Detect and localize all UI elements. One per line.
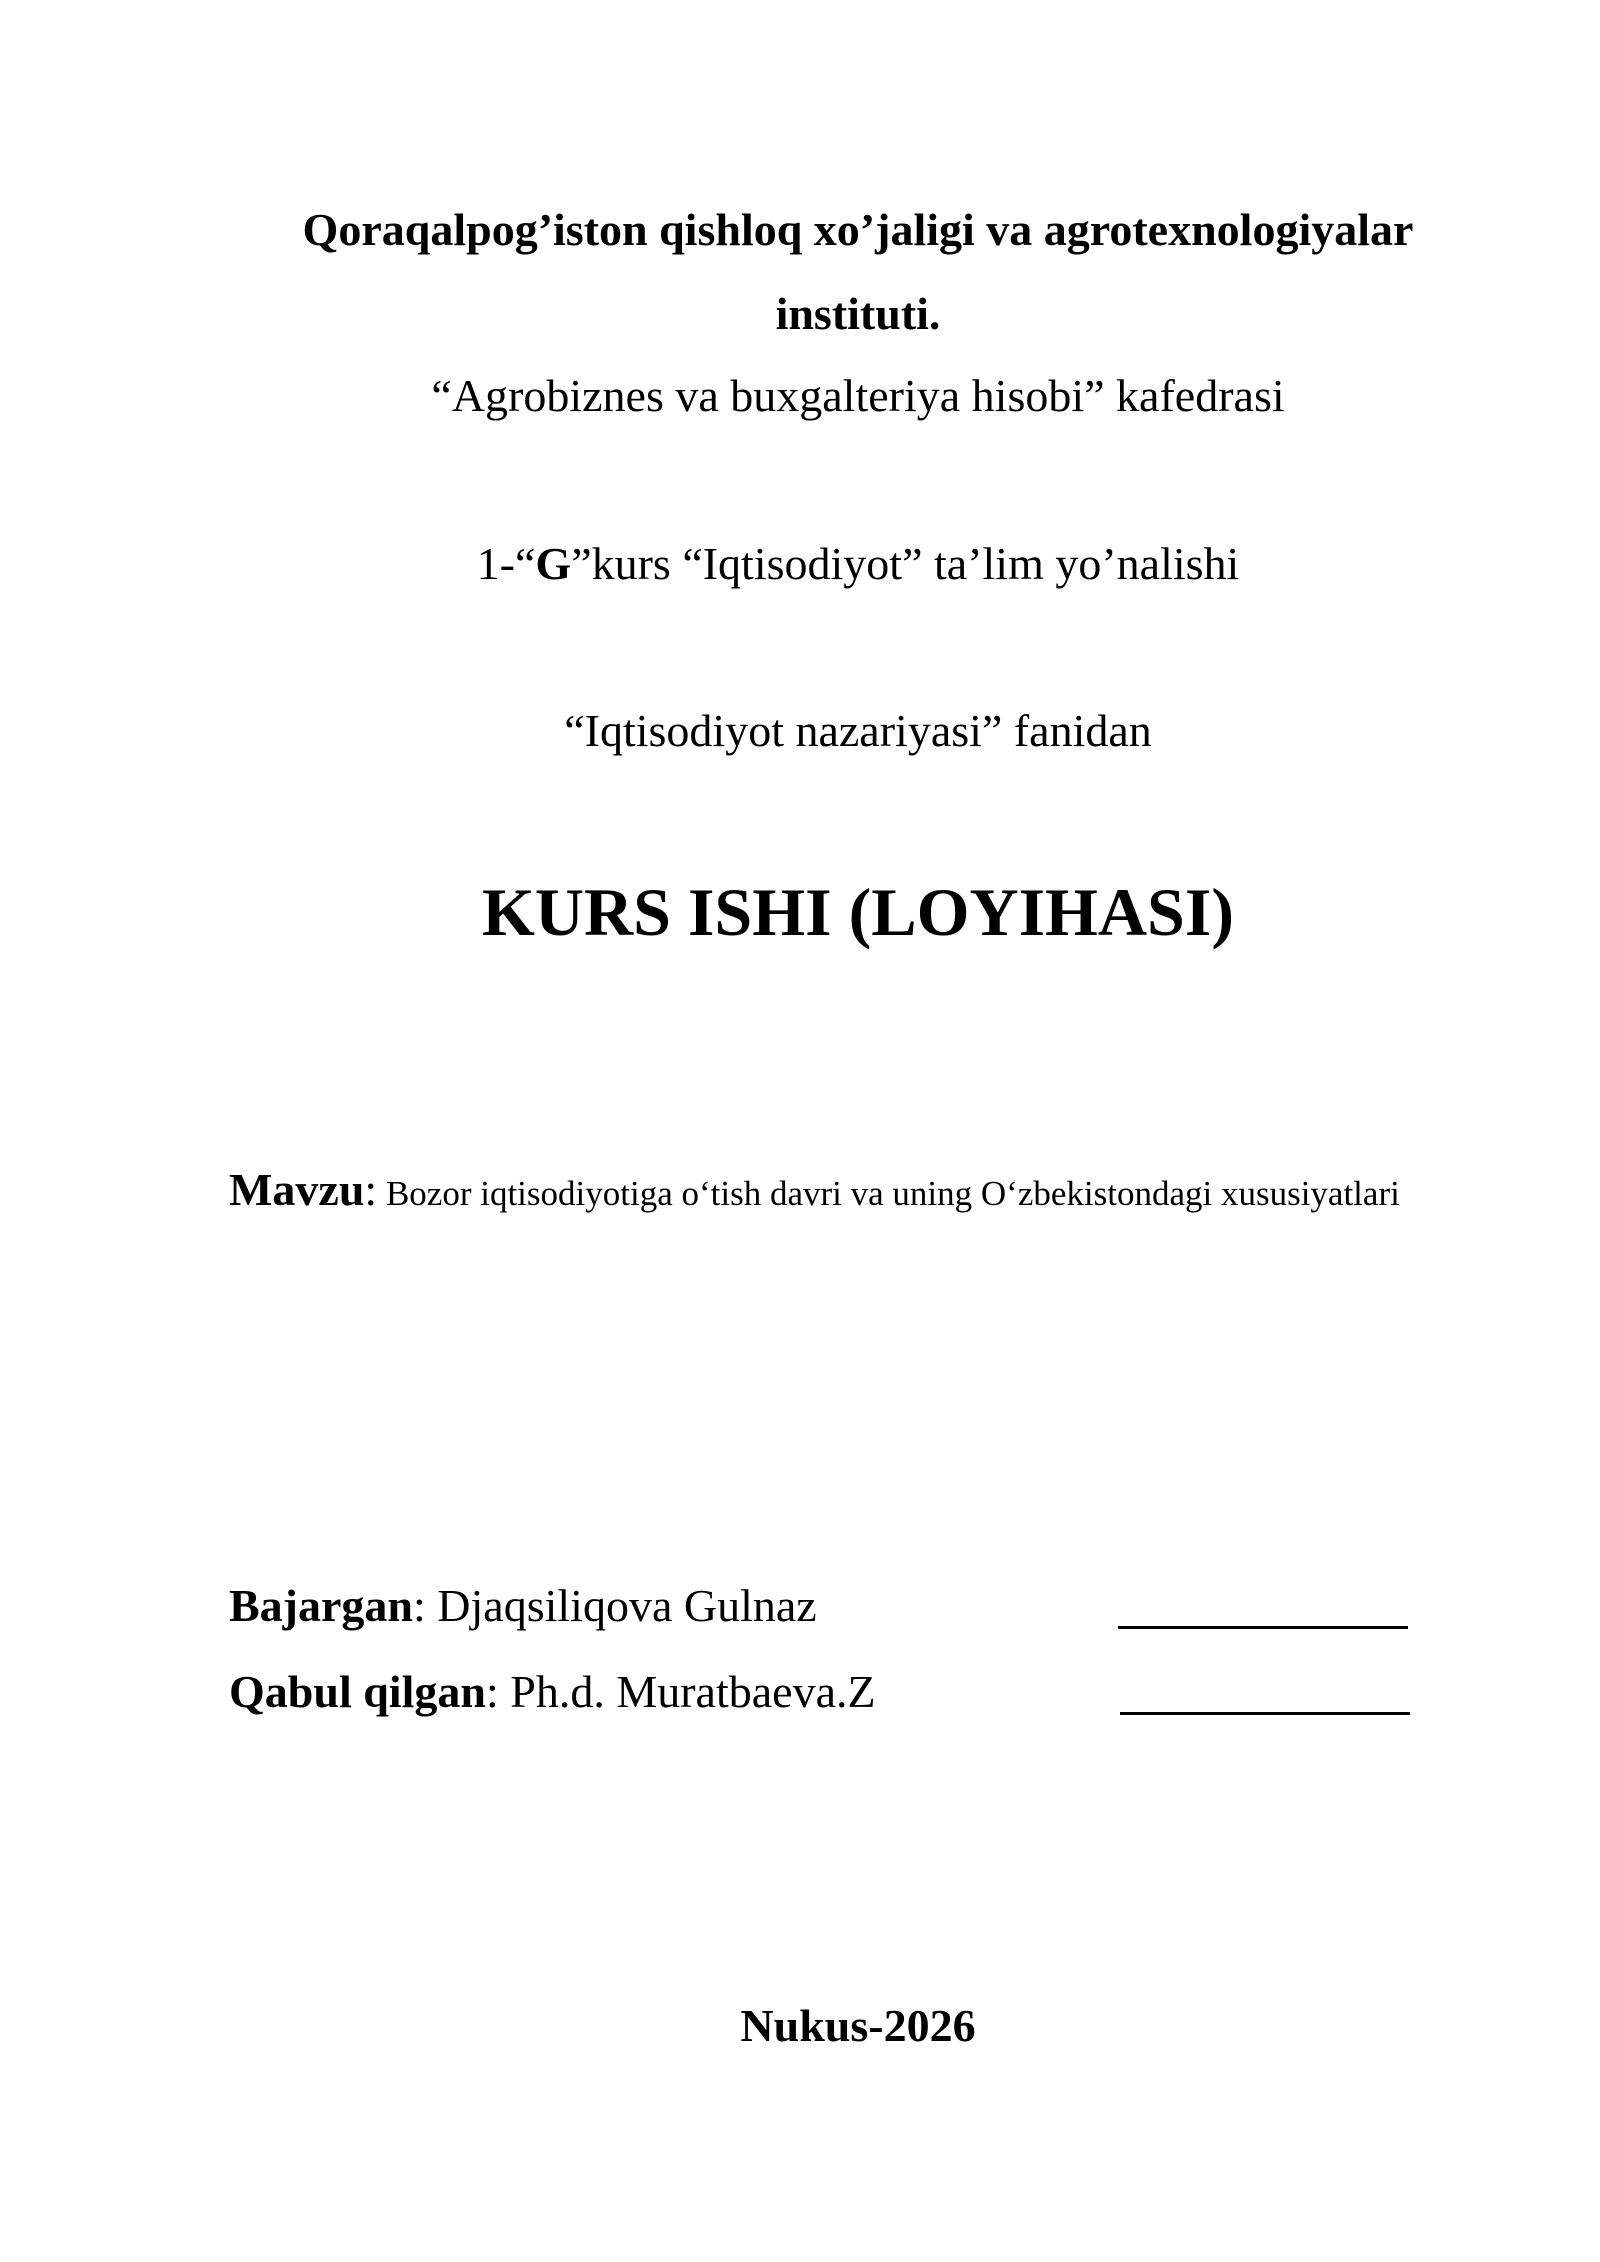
author-label: Bajargan <box>229 1580 413 1631</box>
course-line <box>58 534 1600 594</box>
signature-line-author <box>229 1576 817 1636</box>
institution-name-line1: Qoraqalpog’iston qishloq xo’jaligi va agrotexnologiyalar <box>302 204 1414 255</box>
course-prefix: 1-“ <box>476 538 536 589</box>
signature-line-reviewer <box>229 1662 876 1722</box>
institution-name-line2: instituti. <box>775 288 941 339</box>
reviewer-separator: : <box>485 1666 499 1717</box>
reviewer-label: Qabul qilgan <box>229 1666 486 1717</box>
subject-line: “Iqtisodiyot nazariyasi” fanidan <box>564 705 1152 756</box>
footer-city-year: Nukus-2026 <box>740 2000 976 2051</box>
department-name: “Agrobiznes va buxgalteriya hisobi” kafedrasi <box>431 370 1285 421</box>
reviewer-signature-blank <box>1120 1712 1410 1715</box>
reviewer-name: Ph.d. Muratbaeva.Z <box>498 1666 876 1717</box>
author-separator: : <box>413 1580 426 1631</box>
topic-line <box>229 1160 1400 1231</box>
topic-separator: : <box>364 1164 378 1215</box>
course-suffix: ”kurs “Iqtisodiyot” ta’lim yo’nalishi <box>571 538 1240 589</box>
author-signature-blank <box>1118 1626 1408 1629</box>
course-group: G <box>535 538 572 589</box>
topic-label: Mavzu <box>229 1164 365 1215</box>
document-title: KURS ISHI (LOYIHASI) <box>482 874 1234 950</box>
author-name: Djaqsiliqova Gulnaz <box>425 1580 817 1631</box>
topic-value: Bozor iqtisodiyotiga o‘tish davri va uning O‘zbekistondagi xususiyatlari <box>377 1174 1400 1213</box>
